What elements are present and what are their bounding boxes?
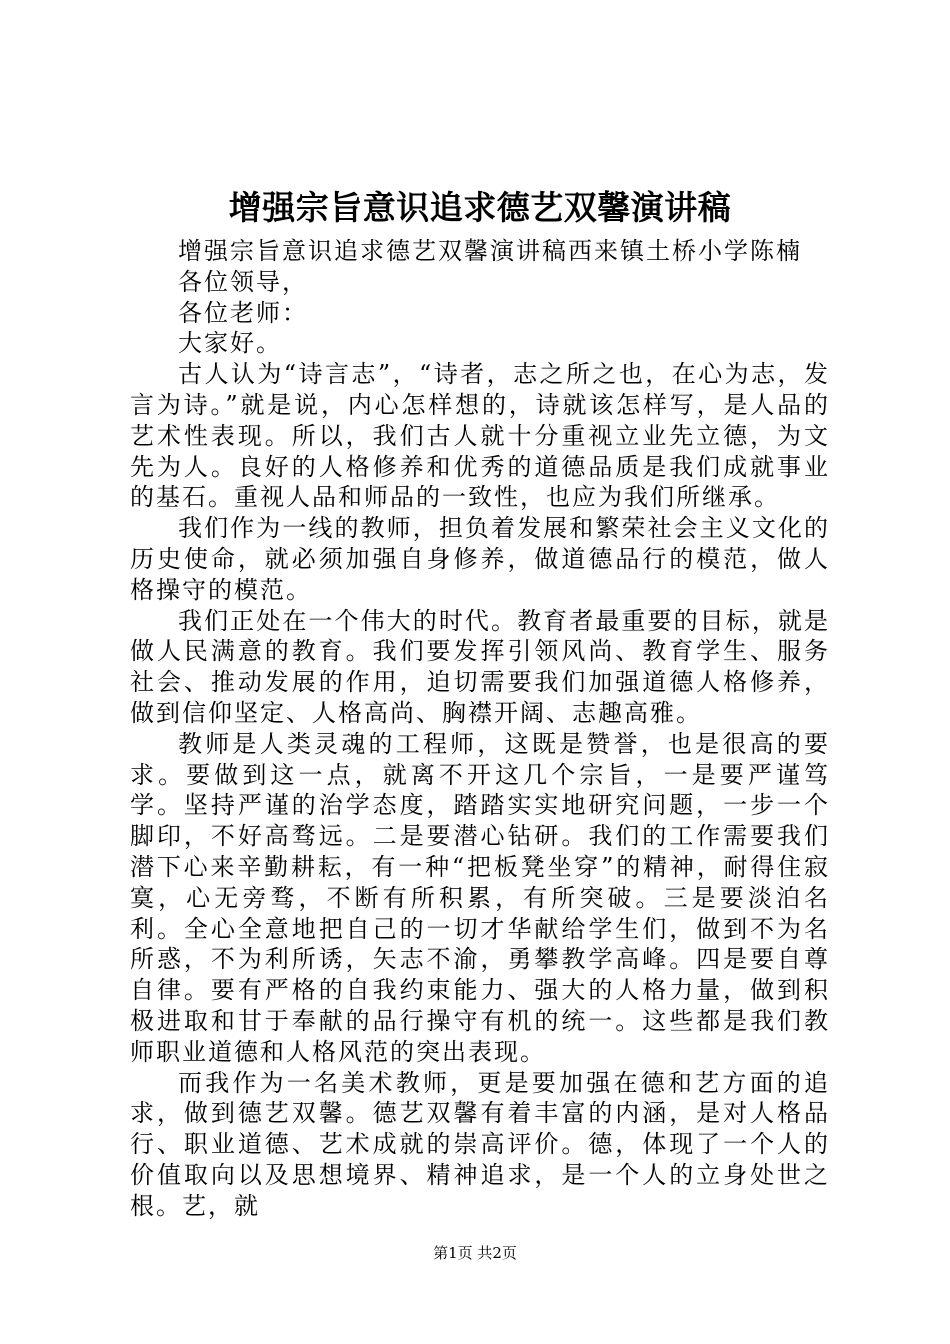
paragraph-body-1: 古人认为“诗言志”，“诗者，志之所之也，在心为志，发言为诗。”就是说，内心怎样想的，诗就该怎样写，是人品的艺术性表现。所以，我们古人就十分重视立业先立德，为文先为人。良好的人格修养和优秀的道德品质是我们成就事业的基石。重视人品和师品的一致性，也应为我们所继承。: [130, 360, 830, 512]
paragraph-subtitle: 增强宗旨意识追求德艺双馨演讲稿西来镇土桥小学陈楠: [178, 237, 802, 265]
page-number-footer: 第1页 共2页: [433, 1244, 517, 1262]
paragraph-body-4: 教师是人类灵魂的工程师，这既是赞誉，也是很高的要求。要做到这一点，就离不开这几个宗旨，一是要严谨笃学。坚持严谨的治学态度，踏踏实实地研究问题，一步一个脚印，不好高骛远。二是要潜心钻研。我们的工作需要我们潜下心来辛勤耕耘，有一种“把板凳坐穿”的精神，耐得住寂寞，心无旁骛，不断有所积累，有所突破。三是要淡泊名利。全心全意地把自己的一切才华献给学生们，做到不为名所惑，不为利所诱，矢志不渝，勇攀教学高峰。四是要自尊自律。要有严格的自我约束能力、强大的人格力量，做到积极进取和甘于奉献的品行操守有机的统一。这些都是我们教师职业道德和人格风范的突出表现。: [130, 729, 830, 1066]
paragraph-salutation-leaders: 各位领导，: [178, 267, 308, 296]
paragraph-salutation-teachers: 各位老师：: [178, 298, 308, 327]
paragraph-body-2: 我们作为一线的教师，担负着发展和繁荣社会主义文化的历史使命，就必须加强自身修养，做道德品行的模范，做人格操守的模范。: [130, 514, 830, 604]
document-title: 增强宗旨意识追求德艺双馨演讲稿: [228, 188, 732, 227]
paragraph-body-3: 我们正处在一个伟大的时代。教育者最重要的目标，就是做人民满意的教育。我们要发挥引领风尚、教育学生、服务社会、推动发展的作用，迫切需要我们加强道德人格修养，做到信仰坚定、人格高尚、胸襟开阔、志趣高雅。: [130, 606, 830, 727]
document-body: [130, 236, 830, 1222]
paragraph-body-5: 而我作为一名美术教师，更是要加强在德和艺方面的追求，做到德艺双馨。德艺双馨有着丰富的内涵，是对人格品行、职业道德、艺术成就的崇高评价。德，体现了一个人的价值取向以及思想境界、精神追求，是一个人的立身处世之根。艺，就: [130, 1068, 830, 1220]
paragraph-greeting: 大家好。: [178, 329, 282, 358]
